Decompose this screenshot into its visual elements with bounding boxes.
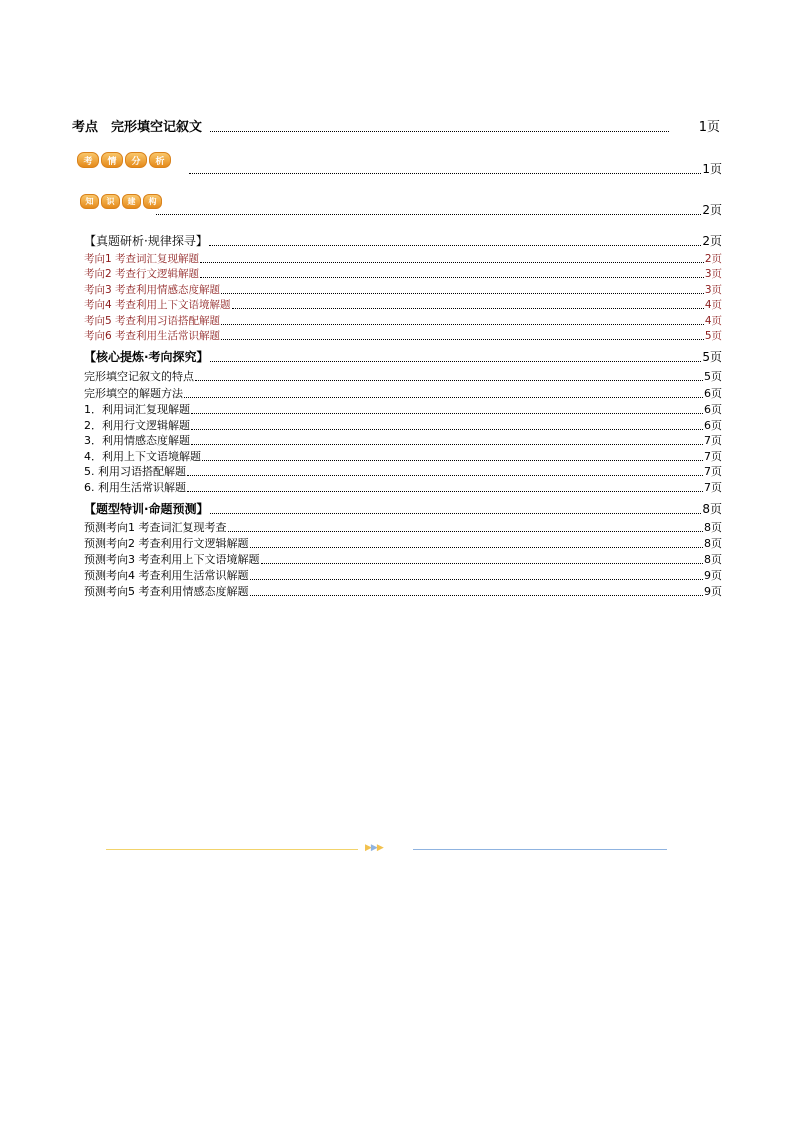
leader-dots: [250, 594, 704, 596]
toc-item-label: 完形填空记叙文的特点: [84, 370, 194, 383]
toc-page: 9页: [704, 569, 722, 582]
leader-dots: [202, 459, 703, 461]
section-header[interactable]: [84, 232, 722, 249]
leader-dots: [200, 276, 704, 278]
badge-char: 构: [143, 194, 162, 209]
toc-page: 7页: [704, 481, 722, 494]
badge-char: 考: [77, 152, 99, 168]
toc-item-label: 5. 利用习语搭配解题: [84, 465, 186, 478]
leader-dots: [200, 261, 704, 263]
toc-item-label: 考向4 考查利用上下文语境解题: [84, 299, 231, 311]
leader-dots: [187, 474, 703, 476]
toc-item[interactable]: [84, 251, 722, 266]
toc-item[interactable]: [84, 551, 722, 567]
footer-arrows-icon: ▶▶▶: [365, 843, 383, 853]
leader-dots: [156, 213, 701, 215]
leader-dots: [189, 172, 701, 174]
footer-line-left: [106, 849, 358, 850]
toc-entry-analysis[interactable]: [188, 160, 722, 177]
toc-item-label: 预测考向4 考查利用生活常识解题: [84, 569, 249, 582]
leader-dots: [195, 379, 703, 381]
toc-item-label: 预测考向5 考查利用情感态度解题: [84, 585, 249, 598]
footer-line-right: [413, 849, 667, 850]
badge-char: 识: [101, 194, 120, 209]
toc-item-label: 1．利用词汇复现解题: [84, 403, 190, 416]
toc-item-label: 考向5 考查利用习语搭配解题: [84, 315, 221, 327]
toc-page: 6页: [704, 387, 722, 400]
toc-page: 5页: [704, 370, 722, 383]
leader-dots: [187, 490, 703, 492]
toc-top-label: 考点 完形填空记叙文: [72, 120, 203, 135]
leader-dots: [250, 546, 704, 548]
toc-page: 8页: [704, 553, 722, 566]
toc-page: 7页: [704, 465, 722, 478]
toc-page: 6页: [704, 403, 722, 416]
leader-dots: [228, 530, 704, 532]
toc-top-page: 1页: [698, 120, 720, 135]
leader-dots: [209, 244, 702, 246]
toc-item-label: 考向3 考查利用情感态度解题: [84, 284, 221, 296]
section-header-label: 【真题研析·规律探寻】: [84, 234, 208, 248]
leader-dots: [210, 512, 702, 514]
toc-page: 4页: [704, 315, 722, 327]
toc-page: 3页: [704, 268, 722, 280]
toc-page: 9页: [704, 585, 722, 598]
toc-item[interactable]: [84, 519, 722, 535]
leader-dots: [261, 562, 704, 564]
badge-char: 分: [125, 152, 147, 168]
toc-item[interactable]: [84, 328, 722, 343]
toc-item[interactable]: [84, 266, 722, 281]
toc-item[interactable]: [84, 297, 722, 312]
section-header-label: 【核心提炼·考向探究】: [84, 350, 209, 364]
toc-item[interactable]: [84, 432, 722, 448]
badge-char: 情: [101, 152, 123, 168]
toc-item-label: 预测考向3 考查利用上下文语境解题: [84, 553, 260, 566]
toc-page: 8页: [704, 521, 722, 534]
toc-page: 4页: [704, 299, 722, 311]
toc-item-label: 3．利用情感态度解题: [84, 434, 190, 447]
section-header-label: 【题型特训·命题预测】: [84, 502, 209, 516]
leader-dots: [210, 360, 702, 362]
toc-page: 7页: [704, 450, 722, 463]
leader-dots: [210, 130, 669, 132]
toc-page: 8页: [702, 502, 722, 516]
leader-dots: [184, 396, 703, 398]
toc-page: 2页: [704, 253, 722, 265]
badge-char: 析: [149, 152, 171, 168]
toc-item-label: 完形填空的解题方法: [84, 387, 183, 400]
toc-item[interactable]: [84, 535, 722, 551]
badge-char: 知: [80, 194, 99, 209]
toc-page: 7页: [704, 434, 722, 447]
toc-item-label: 2．利用行文逻辑解题: [84, 419, 190, 432]
toc-page: 2页: [702, 234, 722, 248]
section-header[interactable]: [84, 348, 722, 365]
toc-page: 5页: [704, 330, 722, 342]
badge-analysis: [77, 152, 171, 168]
toc-top-entry[interactable]: [72, 116, 720, 135]
toc-entry-knowledge[interactable]: [155, 201, 722, 218]
toc-item-label: 考向1 考查词汇复现解题: [84, 253, 200, 265]
toc-item[interactable]: [84, 583, 722, 599]
leader-dots: [250, 578, 704, 580]
leader-dots: [221, 292, 704, 294]
leader-dots: [221, 338, 704, 340]
toc-item[interactable]: [84, 385, 722, 401]
badge-knowledge: [80, 194, 162, 209]
badge-char: 建: [122, 194, 141, 209]
toc-item[interactable]: [84, 368, 722, 384]
toc-page: 2页: [702, 203, 722, 217]
toc-page: 6页: [704, 419, 722, 432]
toc-item[interactable]: [84, 282, 722, 297]
toc-item-label: 考向2 考查行文逻辑解题: [84, 268, 200, 280]
toc-item[interactable]: [84, 463, 722, 479]
toc-item-label: 预测考向1 考查词汇复现考查: [84, 521, 227, 534]
toc-item[interactable]: [84, 567, 722, 583]
toc-page: 5页: [702, 350, 722, 364]
leader-dots: [191, 412, 703, 414]
section-header[interactable]: [84, 500, 722, 517]
toc-page: 8页: [704, 537, 722, 550]
toc-page: 3页: [704, 284, 722, 296]
leader-dots: [232, 307, 704, 309]
toc-item[interactable]: [84, 401, 722, 417]
toc-item-label: 4．利用上下文语境解题: [84, 450, 201, 463]
toc-item[interactable]: [84, 448, 722, 464]
toc-page: 1页: [702, 162, 722, 176]
toc-item[interactable]: [84, 417, 722, 433]
toc-item-label: 考向6 考查利用生活常识解题: [84, 330, 221, 342]
toc-item[interactable]: [84, 479, 722, 495]
leader-dots: [191, 428, 703, 430]
toc-item-label: 6. 利用生活常识解题: [84, 481, 186, 494]
toc-item-label: 预测考向2 考查利用行文逻辑解题: [84, 537, 249, 550]
leader-dots: [191, 443, 703, 445]
toc-item[interactable]: [84, 313, 722, 328]
leader-dots: [221, 323, 704, 325]
